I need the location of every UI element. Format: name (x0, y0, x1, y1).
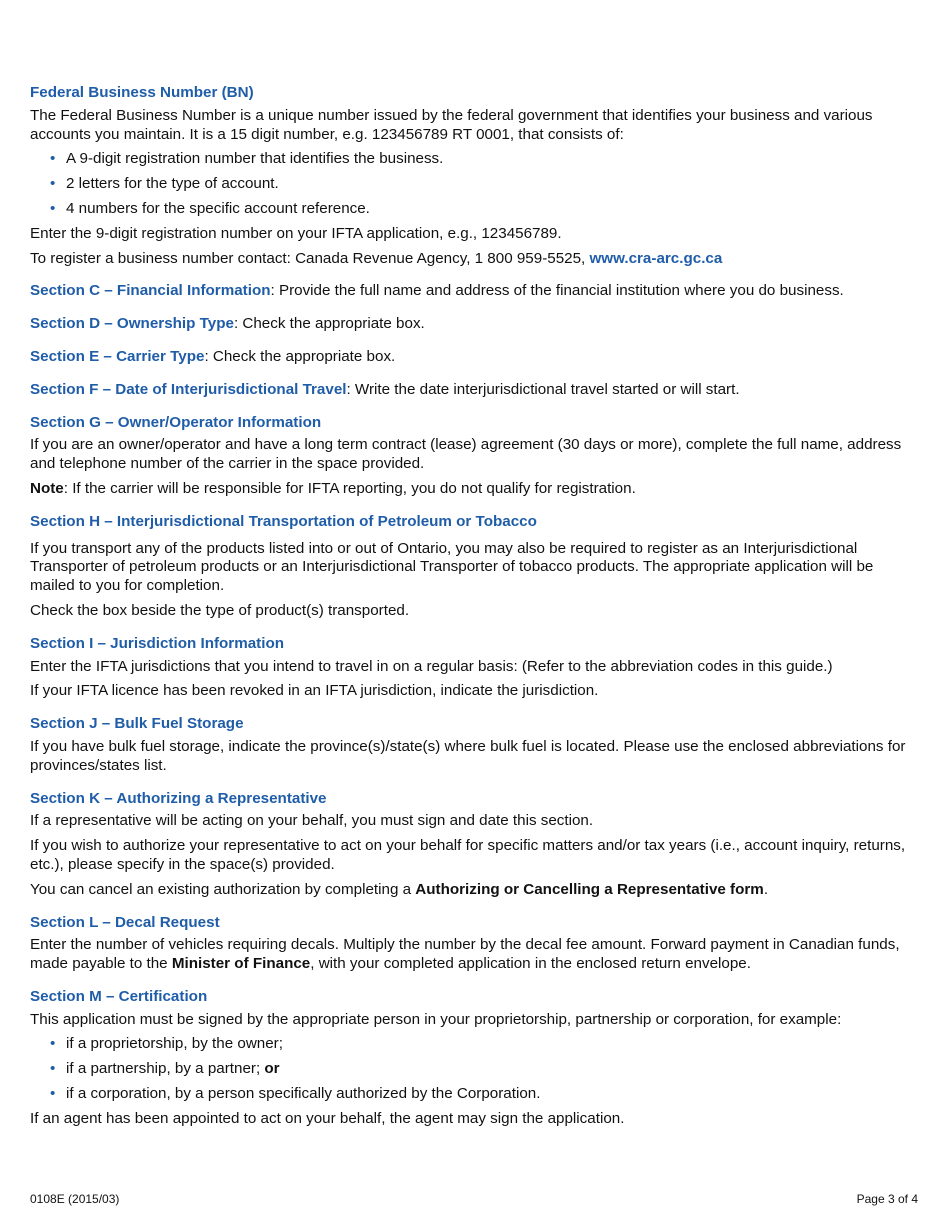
section-k-heading: Section K – Authorizing a Representative (30, 789, 327, 807)
section-i-text-2: If your IFTA licence has been revoked in an IFTA jurisdiction, indicate the jurisdiction. (30, 682, 599, 700)
section-f (30, 381, 910, 400)
section-l-text-post: , with your completed application in the enclosed return envelope. (310, 955, 751, 973)
section-d (30, 315, 910, 334)
section-m-text: This application must be signed by the appropriate person in your proprietorship, partnership or corporation, for example: (30, 1010, 842, 1028)
section-m (30, 988, 910, 1129)
section-h-check: Check the box beside the type of product(s) transported. (30, 601, 410, 619)
section-m-bullet-1: • if a proprietorship, by the owner; (50, 1035, 910, 1054)
section-e-heading: Section E – Carrier Type (30, 347, 205, 365)
page-number: Page 3 of 4 (856, 1192, 918, 1206)
form-id: 0108E (2015/03) (30, 1192, 120, 1206)
section-i (30, 635, 910, 701)
section-bn (30, 84, 910, 268)
section-k (30, 790, 910, 900)
section-l (30, 914, 910, 974)
bn-register-line (30, 250, 910, 269)
section-e-text: : Check the appropriate box. (204, 347, 396, 365)
section-g-heading: Section G – Owner/Operator Information (30, 413, 322, 431)
section-m-bullet-list (30, 1035, 910, 1103)
bn-bullet-list (30, 150, 910, 218)
section-g-note-label: Note (30, 479, 64, 497)
document-body (30, 84, 910, 1143)
section-m-heading: Section M – Certification (30, 987, 208, 1005)
bn-bullet-3: • 4 numbers for the specific account reference. (50, 200, 910, 219)
section-g-note (30, 480, 910, 499)
section-h-heading: Section H – Interjurisdictional Transportation of Petroleum or Tobacco (30, 512, 537, 530)
section-d-heading: Section D – Ownership Type (30, 315, 234, 333)
section-f-text: : Write the date interjurisdictional travel started or will start. (346, 380, 740, 398)
section-l-heading: Section L – Decal Request (30, 913, 220, 931)
section-m-bullet-2-or: or (264, 1060, 280, 1078)
section-k-text-3-post: . (763, 880, 769, 898)
section-i-heading: Section I – Jurisdiction Information (30, 634, 284, 652)
section-m-agent: If an agent has been appointed to act on your behalf, the agent may sign the application. (30, 1109, 625, 1127)
section-h (30, 513, 910, 621)
bn-enter-text: Enter the 9-digit registration number on your IFTA application, e.g., 123456789. (30, 224, 562, 242)
section-g-note-text: : If the carrier will be responsible for IFTA reporting, you do not qualify for registration. (63, 479, 636, 497)
section-k-text-2: If you wish to authorize your representative to act on your behalf for specific matters and/or tax years (i.e., account inquiry, returns, etc.), please specify in the space(s) provided. (30, 837, 906, 873)
section-g (30, 414, 910, 499)
section-e (30, 348, 910, 367)
section-h-text: If you transport any of the products listed into or out of Ontario, you may also be required to register as an Interjurisdictional Transporter of petroleum products or an Interjurisdictional Transporter of tobacco products. The appropriate application will be mailed to you for completion. (30, 539, 874, 595)
section-m-bullet-2-text: if a partnership, by a partner; (66, 1060, 265, 1078)
bn-bullet-1: • A 9-digit registration number that identifies the business. (50, 150, 910, 169)
section-j (30, 715, 910, 775)
section-c (30, 282, 910, 301)
section-l-payee: Minister of Finance (171, 955, 311, 973)
section-i-text-1: Enter the IFTA jurisdictions that you intend to travel in on a regular basis: (Refer to the abbreviation codes in this guide.) (30, 657, 833, 675)
bn-heading: Federal Business Number (BN) (30, 84, 254, 101)
section-k-text-3-pre: You can cancel an existing authorization by completing a (30, 880, 416, 898)
section-c-text: : Provide the full name and address of the financial institution where you do business. (270, 282, 844, 300)
section-m-bullet-3: • if a corporation, by a person specifically authorized by the Corporation. (50, 1085, 910, 1104)
section-j-text: If you have bulk fuel storage, indicate the province(s)/state(s) where bulk fuel is located. Please use the enclosed abbreviations for provinces/states list. (30, 737, 906, 774)
section-d-text: : Check the appropriate box. (233, 315, 425, 333)
bn-intro: The Federal Business Number is a unique number issued by the federal government that identifies your business and various accounts you maintain. It is a 15 digit number, e.g. 123456789 RT 0001, that consists of: (30, 106, 873, 143)
section-f-heading: Section F – Date of Interjurisdictional Travel (30, 380, 347, 398)
section-k-text-1: If a representative will be acting on your behalf, you must sign and date this section. (30, 812, 594, 830)
section-k-form-name: Authorizing or Cancelling a Representative form (415, 880, 764, 898)
bn-bullet-2: • 2 letters for the type of account. (50, 175, 910, 194)
section-c-heading: Section C – Financial Information (30, 282, 271, 300)
section-k-text-3 (30, 881, 910, 900)
cra-website-link[interactable]: www.cra-arc.gc.ca (589, 249, 723, 267)
section-l-text (30, 936, 910, 974)
bn-register-text: To register a business number contact: Canada Revenue Agency, 1 800 959-5525, (30, 249, 590, 267)
section-g-text: If you are an owner/operator and have a long term contract (lease) agreement (30 days or more), complete the full name, address and telephone number of the carrier in the space provided. (30, 436, 902, 473)
section-l-text-pre: Enter the number of vehicles requiring decals. Multiply the number by the decal fee amount. Forward payment in Canadian funds, made payable to the (30, 936, 900, 973)
section-m-bullet-2 (50, 1060, 910, 1079)
section-j-heading: Section J – Bulk Fuel Storage (30, 715, 244, 733)
